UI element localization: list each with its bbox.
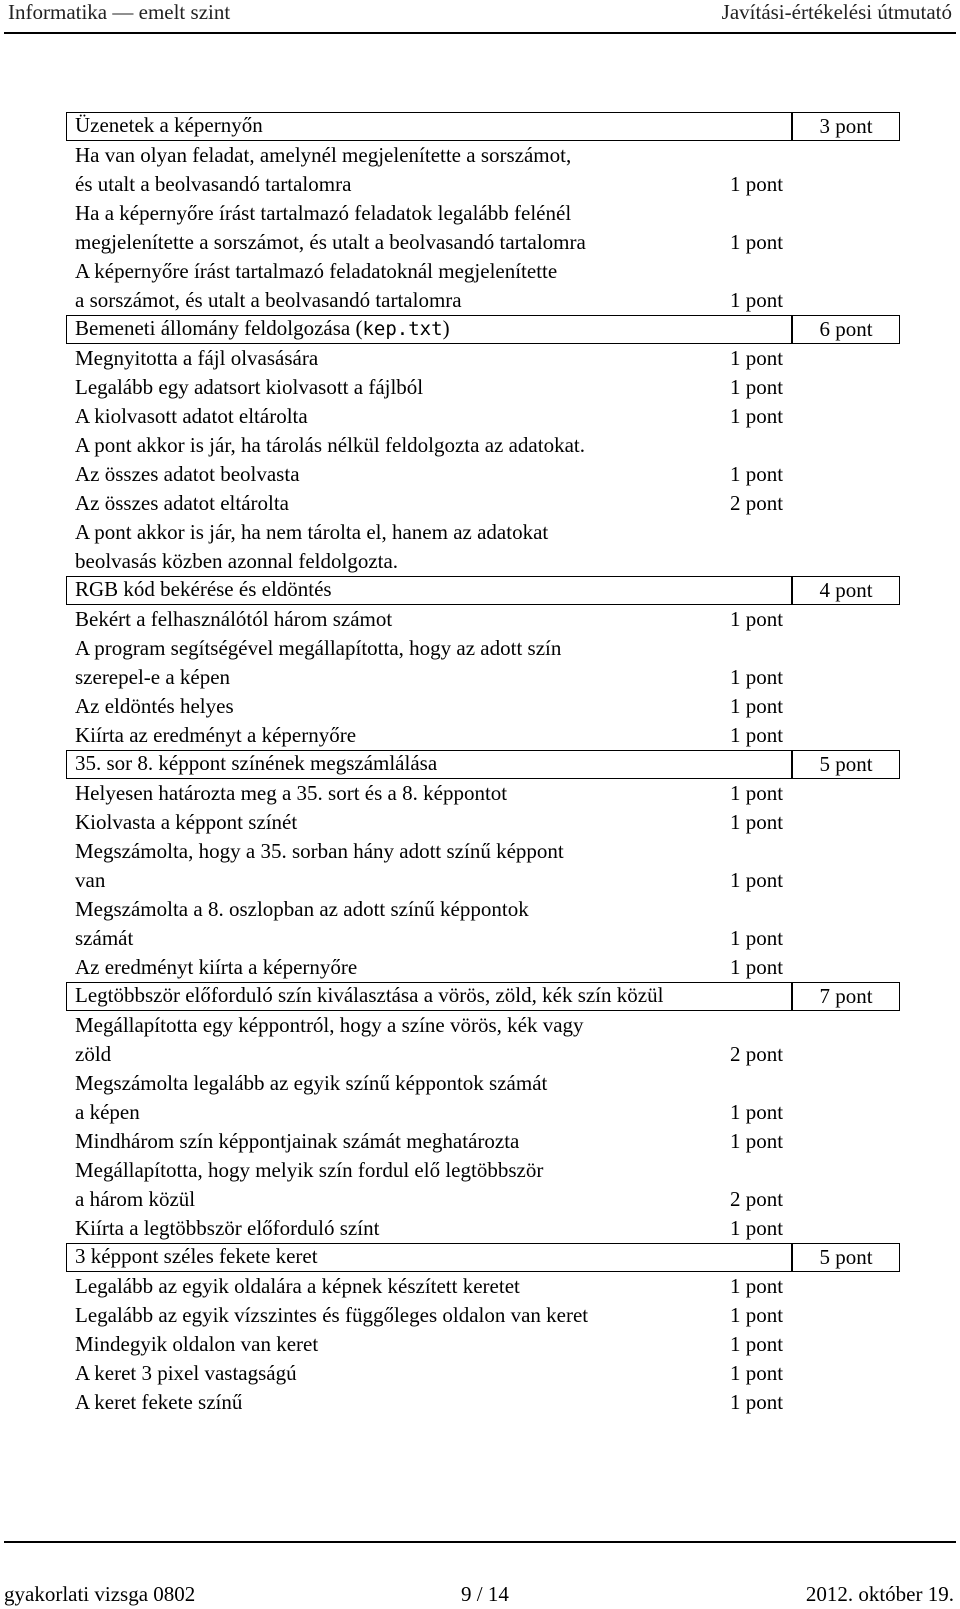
criterion-points: 1 pont (730, 1100, 784, 1124)
criterion-text: Megnyitotta a fájl olvasására (75, 346, 319, 370)
criterion-text: van (75, 868, 106, 892)
criterion-text: Megállapította egy képpontról, hogy a színe vörös, kék vagy (75, 1013, 584, 1037)
criterion-row (66, 228, 900, 257)
criterion-points: 1 pont (730, 781, 784, 805)
criterion-points: 1 pont (730, 375, 784, 399)
criterion-row (66, 1301, 900, 1330)
criterion-text: Mindegyik oldalon van keret (75, 1332, 319, 1356)
criterion-row (66, 1156, 900, 1185)
page-footer (4, 1582, 956, 1608)
criterion-text: A program segítségével megállapította, hogy az adott szín (75, 636, 562, 660)
section-title-end: ) (442, 316, 450, 340)
criterion-row (66, 1388, 900, 1417)
criterion-text: Megszámolta legalább az egyik színű képpontok számát (75, 1071, 548, 1095)
header-divider (4, 32, 956, 34)
criterion-points: 1 pont (730, 1216, 784, 1240)
criterion-text: beolvasás közben azonnal feldolgozta. (75, 549, 399, 573)
criterion-row (66, 402, 900, 431)
criterion-row (66, 1359, 900, 1388)
page-header (4, 0, 956, 26)
footer-exam-id: gyakorlati vizsga 0802 (4, 1582, 196, 1606)
criterion-text: A képernyőre írást tartalmazó feladatoknál megjelenítette (75, 259, 558, 283)
criterion-points: 1 pont (730, 172, 784, 196)
criterion-text: A kiolvasott adatot eltárolta (75, 404, 308, 428)
criterion-row (66, 373, 900, 402)
criterion-row (66, 199, 900, 228)
criterion-text: A pont akkor is jár, ha nem tárolta el, hanem az adatokat (75, 520, 549, 544)
criterion-text: Megállapította, hogy melyik szín fordul elő legtöbbször (75, 1158, 544, 1182)
criterion-text: Bekért a felhasználótól három számot (75, 607, 393, 631)
criterion-text: Ha van olyan feladat, amelynél megjelenítette a sorszámot, (75, 143, 572, 167)
criterion-text: Ha a képernyőre írást tartalmazó feladatok legalább felénél (75, 201, 572, 225)
criterion-points: 1 pont (730, 868, 784, 892)
criterion-points: 1 pont (730, 1361, 784, 1385)
criterion-text: a képen (75, 1100, 140, 1124)
criterion-text: Az összes adatot beolvasta (75, 462, 300, 486)
criterion-points: 1 pont (730, 607, 784, 631)
criterion-points: 2 pont (730, 1042, 784, 1066)
criterion-text: Kiírta az eredményt a képernyőre (75, 723, 357, 747)
section-total-points: 4 pont (792, 576, 900, 605)
criterion-row (66, 721, 900, 750)
criterion-points: 1 pont (730, 1332, 784, 1356)
section-title-text: Legtöbbször előforduló szín kiválasztása a vörös, zöld, kék szín közül (75, 983, 664, 1007)
section-title (75, 982, 663, 1009)
criterion-row (66, 257, 900, 286)
criterion-points: 1 pont (730, 1390, 784, 1414)
section-title (75, 315, 450, 343)
criterion-text: Mindhárom szín képpontjainak számát meghatározta (75, 1129, 520, 1153)
section-total-points: 5 pont (792, 1243, 900, 1272)
criterion-row (66, 1040, 900, 1069)
criterion-points: 1 pont (730, 810, 784, 834)
criterion-text: számát (75, 926, 134, 950)
section-total-points: 5 pont (792, 750, 900, 779)
criterion-text: szerepel-e a képen (75, 665, 231, 689)
criterion-row (66, 431, 900, 460)
criterion-row (66, 1011, 900, 1040)
section-header (66, 1243, 900, 1272)
section-title-text: RGB kód bekérése és eldöntés (75, 577, 332, 601)
section-title-filename: kep.txt (362, 318, 443, 340)
criterion-row (66, 518, 900, 547)
header-subject: Informatika — emelt szint (8, 0, 231, 24)
criterion-text: Helyesen határozta meg a 35. sort és a 8. képpontot (75, 781, 508, 805)
criterion-row (66, 808, 900, 837)
criterion-row (66, 1127, 900, 1156)
criterion-text: Megszámolta, hogy a 35. sorban hány adott színű képpont (75, 839, 564, 863)
criterion-points: 1 pont (730, 665, 784, 689)
criterion-row (66, 1330, 900, 1359)
criterion-row (66, 866, 900, 895)
criterion-row (66, 1214, 900, 1243)
section-header (66, 576, 900, 605)
criterion-text: Legalább az egyik vízszintes és függőleges oldalon van keret (75, 1303, 589, 1327)
criterion-points: 1 pont (730, 346, 784, 370)
criterion-row (66, 924, 900, 953)
criterion-row (66, 663, 900, 692)
section-header (66, 750, 900, 779)
criterion-text: A pont akkor is jár, ha tárolás nélkül feldolgozta az adatokat. (75, 433, 585, 457)
criterion-text: és utalt a beolvasandó tartalomra (75, 172, 352, 196)
criterion-points: 1 pont (730, 1274, 784, 1298)
criterion-text: zöld (75, 1042, 112, 1066)
criterion-row (66, 170, 900, 199)
section-total-points: 6 pont (792, 315, 900, 344)
criterion-row (66, 953, 900, 982)
section-title (75, 112, 263, 139)
criterion-row (66, 1069, 900, 1098)
criterion-points: 1 pont (730, 404, 784, 428)
criterion-row (66, 895, 900, 924)
section-title-text: 3 képpont széles fekete keret (75, 1244, 318, 1268)
criterion-points: 1 pont (730, 1129, 784, 1153)
section-title-text: Bemeneti állomány feldolgozása ( (75, 316, 363, 340)
criterion-text: a sorszámot, és utalt a beolvasandó tartalomra (75, 288, 462, 312)
criterion-points: 1 pont (730, 955, 784, 979)
criterion-text: Legalább az egyik oldalára a képnek készített keretet (75, 1274, 520, 1298)
criterion-text: Legalább egy adatsort kiolvasott a fájlból (75, 375, 424, 399)
criterion-points: 1 pont (730, 230, 784, 254)
criterion-row (66, 141, 900, 170)
criterion-text: A keret fekete színű (75, 1390, 243, 1414)
section-total-points: 7 pont (792, 982, 900, 1011)
section-header (66, 112, 900, 141)
section-title (75, 1243, 318, 1270)
section-header (66, 982, 900, 1011)
section-header (66, 315, 900, 344)
criterion-points: 2 pont (730, 491, 784, 515)
criterion-row (66, 837, 900, 866)
criterion-row (66, 489, 900, 518)
criterion-row (66, 286, 900, 315)
criterion-text: a három közül (75, 1187, 196, 1211)
criterion-text: Kiolvasta a képpont színét (75, 810, 298, 834)
criterion-points: 2 pont (730, 1187, 784, 1211)
criterion-row (66, 547, 900, 576)
criterion-text: Kiírta a legtöbbször előforduló színt (75, 1216, 380, 1240)
criterion-points: 1 pont (730, 694, 784, 718)
criterion-points: 1 pont (730, 1303, 784, 1327)
criterion-text: Az eredményt kiírta a képernyőre (75, 955, 358, 979)
criterion-text: Az összes adatot eltárolta (75, 491, 289, 515)
section-total-points: 3 pont (792, 112, 900, 141)
criterion-points: 1 pont (730, 288, 784, 312)
criterion-row (66, 1185, 900, 1214)
footer-date: 2012. október 19. (805, 1582, 954, 1606)
criterion-row (66, 1098, 900, 1127)
criterion-points: 1 pont (730, 462, 784, 486)
section-title-text: Üzenetek a képernyőn (75, 113, 263, 137)
criterion-points: 1 pont (730, 926, 784, 950)
criterion-row (66, 344, 900, 373)
footer-divider (4, 1541, 956, 1543)
criterion-row (66, 779, 900, 808)
criterion-row (66, 634, 900, 663)
criterion-row (66, 605, 900, 634)
criterion-row (66, 1272, 900, 1301)
criterion-text: Az eldöntés helyes (75, 694, 234, 718)
criterion-points: 1 pont (730, 723, 784, 747)
criterion-row (66, 692, 900, 721)
header-doc-type: Javítási-értékelési útmutató (721, 0, 952, 24)
section-title (75, 576, 332, 603)
criterion-row (66, 460, 900, 489)
criterion-text: Megszámolta a 8. oszlopban az adott színű képpontok (75, 897, 529, 921)
footer-page-number: 9 / 14 (461, 1582, 509, 1606)
criterion-text: A keret 3 pixel vastagságú (75, 1361, 297, 1385)
criterion-text: megjelenítette a sorszámot, és utalt a beolvasandó tartalomra (75, 230, 586, 254)
section-title-text: 35. sor 8. képpont színének megszámlálása (75, 751, 438, 775)
scoring-guide (66, 112, 900, 1417)
section-title (75, 750, 437, 777)
